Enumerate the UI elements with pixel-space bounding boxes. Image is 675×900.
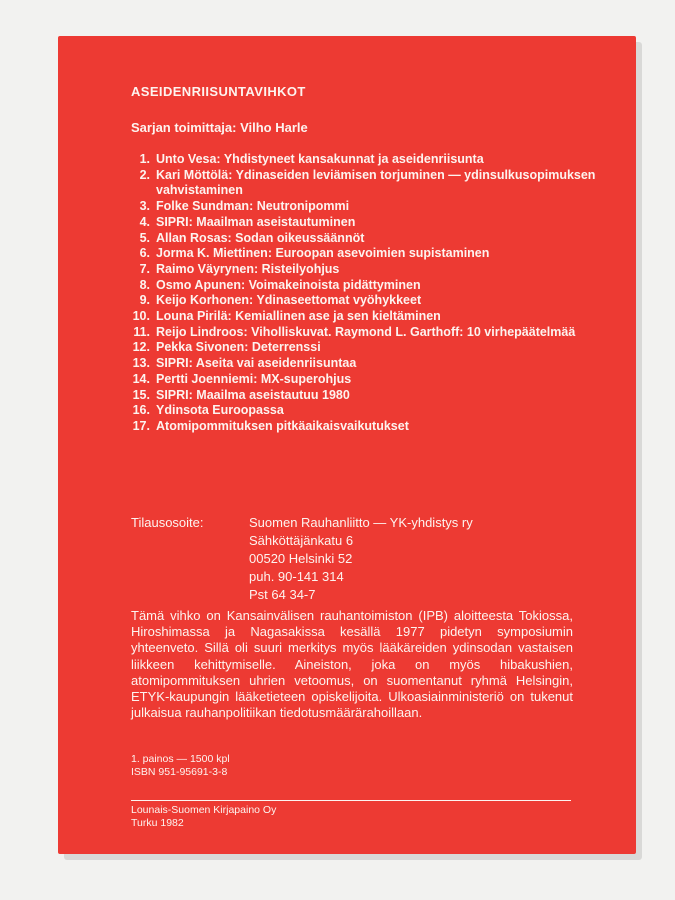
title-list-item <box>130 278 610 294</box>
title-number: 17. <box>132 418 150 433</box>
title-text: Jorma K. Miettinen: Euroopan asevoimien supistaminen <box>156 246 490 261</box>
title-text: Reijo Lindroos: Viholliskuvat. Raymond L. Garthoff: 10 virhepäätelmää <box>156 324 576 339</box>
isbn-line: ISBN 951-95691-3-8 <box>131 766 228 778</box>
title-list <box>130 152 610 435</box>
title-number: 15. <box>132 387 150 402</box>
title-text: Ydinsota Euroopassa <box>156 403 284 418</box>
title-list-item <box>130 215 610 231</box>
title-number: 1. <box>139 152 150 166</box>
title-text: SIPRI: Maailman aseistautuminen <box>156 214 356 229</box>
title-number: 10. <box>132 309 150 324</box>
title-number: 3. <box>139 199 150 214</box>
title-list-item <box>130 293 610 309</box>
title-list-item <box>130 199 610 215</box>
address-line: puh. 90-141 314 <box>249 569 344 584</box>
edition-line: 1. painos — 1500 kpl <box>131 753 230 765</box>
title-text: Raimo Väyrynen: Risteilyohjus <box>156 261 340 276</box>
title-list-item <box>130 388 610 404</box>
address-line: Suomen Rauhanliitto — YK-yhdistys ry <box>249 515 473 530</box>
title-number: 7. <box>139 261 150 276</box>
title-text: Atomipommituksen pitkäaikaisvaikutukset <box>156 418 409 433</box>
title-text: Keijo Korhonen: Ydinaseettomat vyöhykkeet <box>156 293 422 308</box>
address-line: 00520 Helsinki 52 <box>249 551 353 566</box>
title-list-item <box>130 168 610 199</box>
order-label: Tilausosoite: <box>131 515 204 530</box>
title-number: 2. <box>139 167 150 182</box>
title-text: SIPRI: Aseita vai aseidenriisuntaa <box>156 356 357 371</box>
title-number: 13. <box>132 356 150 371</box>
title-list-item <box>130 325 610 341</box>
address-line: Pst 64 34-7 <box>249 587 316 602</box>
title-list-item <box>130 262 610 278</box>
title-text: Pekka Sivonen: Deterrenssi <box>156 340 321 355</box>
title-number: 5. <box>139 230 150 245</box>
title-list-item <box>130 356 610 372</box>
title-list-item <box>130 403 610 419</box>
title-text: Osmo Apunen: Voimakeinoista pidättyminen <box>156 277 421 292</box>
title-text: SIPRI: Maailma aseistautuu 1980 <box>156 387 350 402</box>
title-list-item <box>130 340 610 356</box>
title-number: 6. <box>139 246 150 261</box>
address-line: Sähköttäjänkatu 6 <box>249 533 354 548</box>
title-number: 11. <box>133 324 150 339</box>
title-number: 14. <box>132 371 150 386</box>
title-number: 9. <box>139 293 150 308</box>
order-address <box>249 514 473 604</box>
title-text: Unto Vesa: Yhdistyneet kansakunnat ja aseidenriisunta <box>156 152 484 166</box>
title-list-item <box>130 372 610 388</box>
description-paragraph: Tämä vihko on Kansainvälisen rauhantoimiston (IPB) aloitteesta Tokiossa, Hiroshimassa ja Nagasakissa kesällä 1977 pidetyn symposiumin yhteenveto. Sillä oli suuri merkitys myös lääkäreiden ydinsodan vastaisen liikkeen kehittymiselle. Aineiston, joka on myös hibakushien, atomipommituksen uhrien vetoomus, on suomentanut ryhmä Helsingin, ETYK-kaupungin lääketieteen opiskelijoita. Ulkoasiainministeriö on tukenut julkaisua rauhanpolitiikan tiedotusmäärärahoillaan. <box>131 608 573 721</box>
booklet-back-cover <box>58 36 636 854</box>
printer-info <box>131 804 276 830</box>
title-number: 8. <box>139 277 150 292</box>
title-text: Allan Rosas: Sodan oikeussäännöt <box>156 230 365 245</box>
title-number: 16. <box>132 403 150 418</box>
series-editor: Sarjan toimittaja: Vilho Harle <box>131 120 308 135</box>
edition-info <box>131 753 230 779</box>
divider <box>131 800 571 801</box>
printer-place: Turku 1982 <box>131 817 184 829</box>
printer-name: Lounais-Suomen Kirjapaino Oy <box>131 804 277 816</box>
title-number: 12. <box>132 340 150 355</box>
title-text: Pertti Joenniemi: MX-superohjus <box>156 371 352 386</box>
title-list-item <box>130 419 610 435</box>
title-number: 4. <box>139 214 150 229</box>
title-text: Kari Möttölä: Ydinaseiden leviämisen torjuminen — ydinsulkusopimuksen vahvistaminen <box>156 167 596 198</box>
series-title: ASEIDENRIISUNTAVIHKOT <box>131 84 306 99</box>
title-text: Louna Pirilä: Kemiallinen ase ja sen kieltäminen <box>156 309 441 324</box>
title-list-item <box>130 231 610 247</box>
title-list-item <box>130 246 610 262</box>
title-list-item <box>130 152 610 168</box>
title-list-item <box>130 309 610 325</box>
title-text: Folke Sundman: Neutronipommi <box>156 199 350 214</box>
